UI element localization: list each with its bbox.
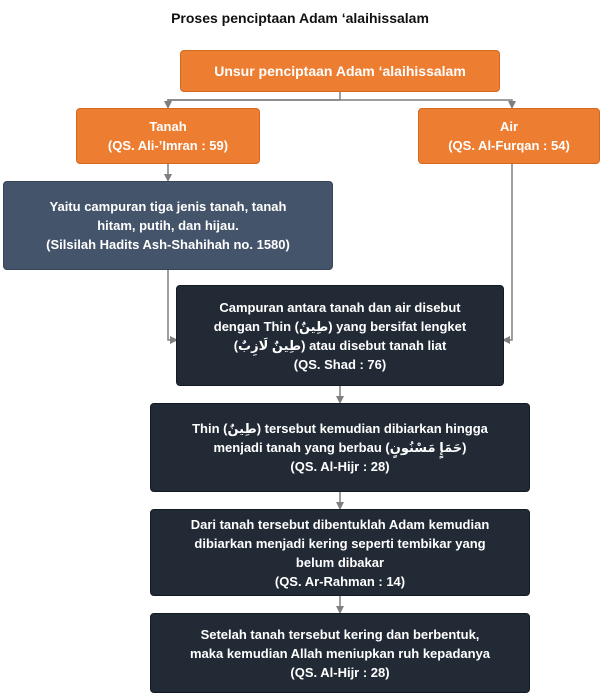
top-box-label: Unsur penciptaan Adam ‘alaihissalam <box>214 62 466 79</box>
step-1-line-3: (طِينٌ لَازِبٌ) atau disebut tanah liat <box>233 337 447 353</box>
step-1-line-1: Campuran antara tanah dan air disebut <box>219 299 461 315</box>
tanah-desc-line-3: (Silsilah Hadits Ash-Shahihah no. 1580) <box>46 237 290 252</box>
air-label: Air <box>499 119 519 134</box>
top-box <box>180 50 500 92</box>
arabic-hama-text: حَمَإٍ مَسْنُونٍ <box>389 440 463 455</box>
arabic-thin-text-2: طِينٌ <box>227 421 257 436</box>
connector-air-to-step1 <box>504 164 512 340</box>
connector-top-to-tanah <box>168 100 340 107</box>
tanah-ref: (QS. Ali-’Imran : 59) <box>107 138 229 153</box>
step-3-line-1: Dari tanah tersebut dibentuklah Adam kemudian <box>190 516 490 532</box>
arabic-thin-text: طِينٌ <box>298 318 329 334</box>
step-1-box <box>176 285 504 386</box>
step-2-line-1: Thin (طِينٌ) tersebut kemudian dibiarkan hingga <box>192 421 488 436</box>
step-4-ref: (QS. Al-Hijr : 28) <box>290 664 390 680</box>
step-4-line-1: Setelah tanah tersebut kering dan berbentuk, <box>200 626 480 642</box>
tanah-description-box <box>3 181 333 270</box>
step-3-line-3: belum dibakar <box>295 554 385 570</box>
tanah-desc-line-2: hitam, putih, dan hijau. <box>97 218 239 233</box>
step-4-line-2: maka kemudian Allah meniupkan ruh kepadanya <box>189 645 491 661</box>
step-2-ref: (QS. Al-Hijr : 28) <box>290 459 390 474</box>
step-3-ref: (QS. Ar-Rahman : 14) <box>274 573 406 589</box>
step-1-line-2: dengan Thin (طِينٌ) yang bersifat lengket <box>213 318 467 334</box>
arabic-lazib-text: طِينٌ لَازِبٌ <box>238 337 302 353</box>
step-2-line-2: menjadi tanah yang berbau (حَمَإٍ مَسْنُونٍ) <box>213 440 467 455</box>
connector-desc-to-step1 <box>168 270 176 340</box>
step-4-box <box>150 613 530 693</box>
air-box <box>418 108 600 164</box>
tanah-label: Tanah <box>149 119 187 134</box>
step-1-ref: (QS. Shad : 76) <box>293 356 387 372</box>
tanah-desc-line-1: Yaitu campuran tiga jenis tanah, tanah <box>49 199 287 214</box>
air-ref: (QS. Al-Furqan : 54) <box>448 138 570 153</box>
step-3-box <box>150 509 530 596</box>
tanah-box <box>76 108 260 164</box>
step-3-line-2: dibiarkan menjadi kering seperti tembikar yang <box>194 535 486 551</box>
diagram-title: Proses penciptaan Adam ‘alaihissalam <box>171 10 429 26</box>
step-2-box <box>150 403 530 492</box>
